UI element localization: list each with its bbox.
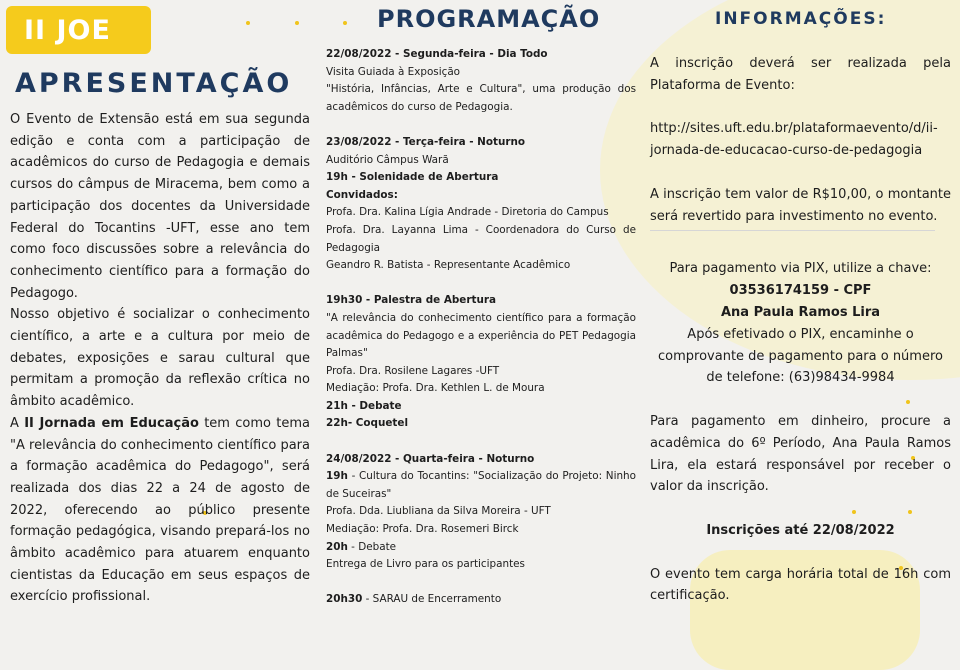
apresentacao-paragraph-3 xyxy=(10,413,310,608)
day3-debate xyxy=(326,539,636,557)
apresentacao-paragraph-1: O Evento de Extensão está em sua segunda edição e conta com a participação de acadêmicos do curso de Pedagogia e demais cursos do câmpus de Miracema, bem como a participação dos docentes da Universidade Federal do Tocantins -UFT, esse ano tem como foco discussões sobre a relevância do conhecimento científico para a formação do Pedagogo. xyxy=(10,112,310,301)
event-badge: II JOE xyxy=(6,6,151,54)
day2-lecture: 19h30 - Palestra de Abertura xyxy=(326,294,496,307)
day3-sarau-time: 20h30 xyxy=(326,593,363,606)
day1-description: "História, Infâncias, Arte e Cultura", uma produção dos acadêmicos do curso de Pedagogia. xyxy=(326,83,636,113)
day3-culture-text: - Cultura do Tocantins: "Socialização do Projeto: Ninho de Suceiras" xyxy=(326,470,636,500)
day2-debate: 21h - Debate xyxy=(326,399,402,412)
apresentacao-title: APRESENTAÇÃO xyxy=(15,68,293,99)
day2-lecture-theme: "A relevância do conhecimento científico para a formação acadêmica do Pedagogo e a experiência do PET Pedagogia Palmas" xyxy=(326,311,636,360)
day2-cocktail: 22h- Coquetel xyxy=(326,417,409,430)
day2-lecturer: Profa. Dra. Rosilene Lagares -UFT xyxy=(326,364,500,377)
day1-activity: Visita Guiada à Exposição xyxy=(326,65,461,78)
day3-book: Entrega de Livro para os participantes xyxy=(326,558,525,571)
day3-culture xyxy=(326,468,636,503)
pix-instructions: Após efetivado o PIX, encaminhe o comprovante de pagamento para o número de telefone: (63)98434-9984 xyxy=(658,326,943,386)
day3-mediation: Mediação: Profa. Dra. Rosemeri Birck xyxy=(326,523,519,536)
day2-mediation: Mediação: Profa. Dra. Kethlen L. de Moura xyxy=(326,382,545,395)
day3-header: 24/08/2022 - Quarta-feira - Noturno xyxy=(326,452,535,465)
day2-guests-label: Convidados: xyxy=(326,188,398,201)
informacoes-column xyxy=(650,53,951,607)
decorative-dot xyxy=(295,21,299,25)
paragraph-prefix: A xyxy=(10,415,25,431)
registration-text: A inscrição deverá ser realizada pela Plataforma de Evento: xyxy=(650,56,951,93)
day3-culture-time: 19h xyxy=(326,470,348,483)
day3-sarau xyxy=(326,591,636,609)
cash-payment: Para pagamento em dinheiro, procure a acadêmica do 6º Período, Ana Paula Ramos Lira, ela estará responsável por receber o valor da inscrição. xyxy=(650,413,951,495)
decorative-dot xyxy=(343,21,347,25)
pix-key: 03536174159 - CPF xyxy=(729,283,872,299)
apresentacao-paragraph-2: Nosso objetivo é socializar o conhecimento científico, a arte e a cultura por meio de debates, exposições e sarau cultural que permitam a promoção da reflexão crítica no âmbito acadêmico. xyxy=(10,307,310,410)
day3-sarau-text: - SARAU de Encerramento xyxy=(362,593,502,606)
registration-url[interactable]: http://sites.uft.edu.br/plataformaevento/d/ii-jornada-de-educacao-curso-de-pedagogia xyxy=(650,121,938,159)
apresentacao-column xyxy=(10,109,310,608)
programacao-column xyxy=(326,46,636,609)
decorative-dot xyxy=(246,21,250,25)
pix-intro: Para pagamento via PIX, utilize a chave: xyxy=(669,261,932,277)
registration-deadline: Inscrições até 22/08/2022 xyxy=(706,522,895,538)
event-name: II Jornada em Educação xyxy=(24,415,199,431)
day3-speaker: Profa. Dda. Liubliana da Silva Moreira - UFT xyxy=(326,505,551,518)
day2-opening: 19h - Solenidade de Abertura xyxy=(326,171,499,184)
day2-guest: Profa. Dra. Layanna Lima - Coordenadora do Curso de Pedagogia xyxy=(326,223,636,254)
day3-debate-text: - Debate xyxy=(347,540,397,553)
workload: O evento tem carga horária total de 16h com certificação. xyxy=(650,566,951,604)
pix-name: Ana Paula Ramos Lira xyxy=(720,304,881,320)
day2-header: 23/08/2022 - Terça-feira - Noturno xyxy=(326,135,526,148)
day1-header: 22/08/2022 - Segunda-feira - Dia Todo xyxy=(326,48,548,60)
paragraph-text: tem como tema "A relevância do conhecimento científico para a formação acadêmica do Pedagogo", será realizada dos dias 22 a 24 de agosto de 2022, oferecendo ao público presente formação pedagógica, visando prepará-los no âmbito acadêmico para atuarem enquanto cientistas da Educação em seus espaços de exercício profissional. xyxy=(10,415,310,605)
day2-guest: Geandro R. Batista - Representante Acadêmico xyxy=(326,259,571,272)
day3-debate-time: 20h xyxy=(326,540,348,553)
programacao-title: PROGRAMAÇÃO xyxy=(377,5,601,33)
day2-guest: Profa. Dra. Kalina Lígia Andrade - Diretoria do Campus xyxy=(326,206,609,219)
registration-fee: A inscrição tem valor de R$10,00, o montante será revertido para investimento no evento. xyxy=(650,186,951,224)
informacoes-title: INFORMAÇÕES: xyxy=(715,9,887,29)
day2-location: Auditório Câmpus Warã xyxy=(326,153,449,166)
